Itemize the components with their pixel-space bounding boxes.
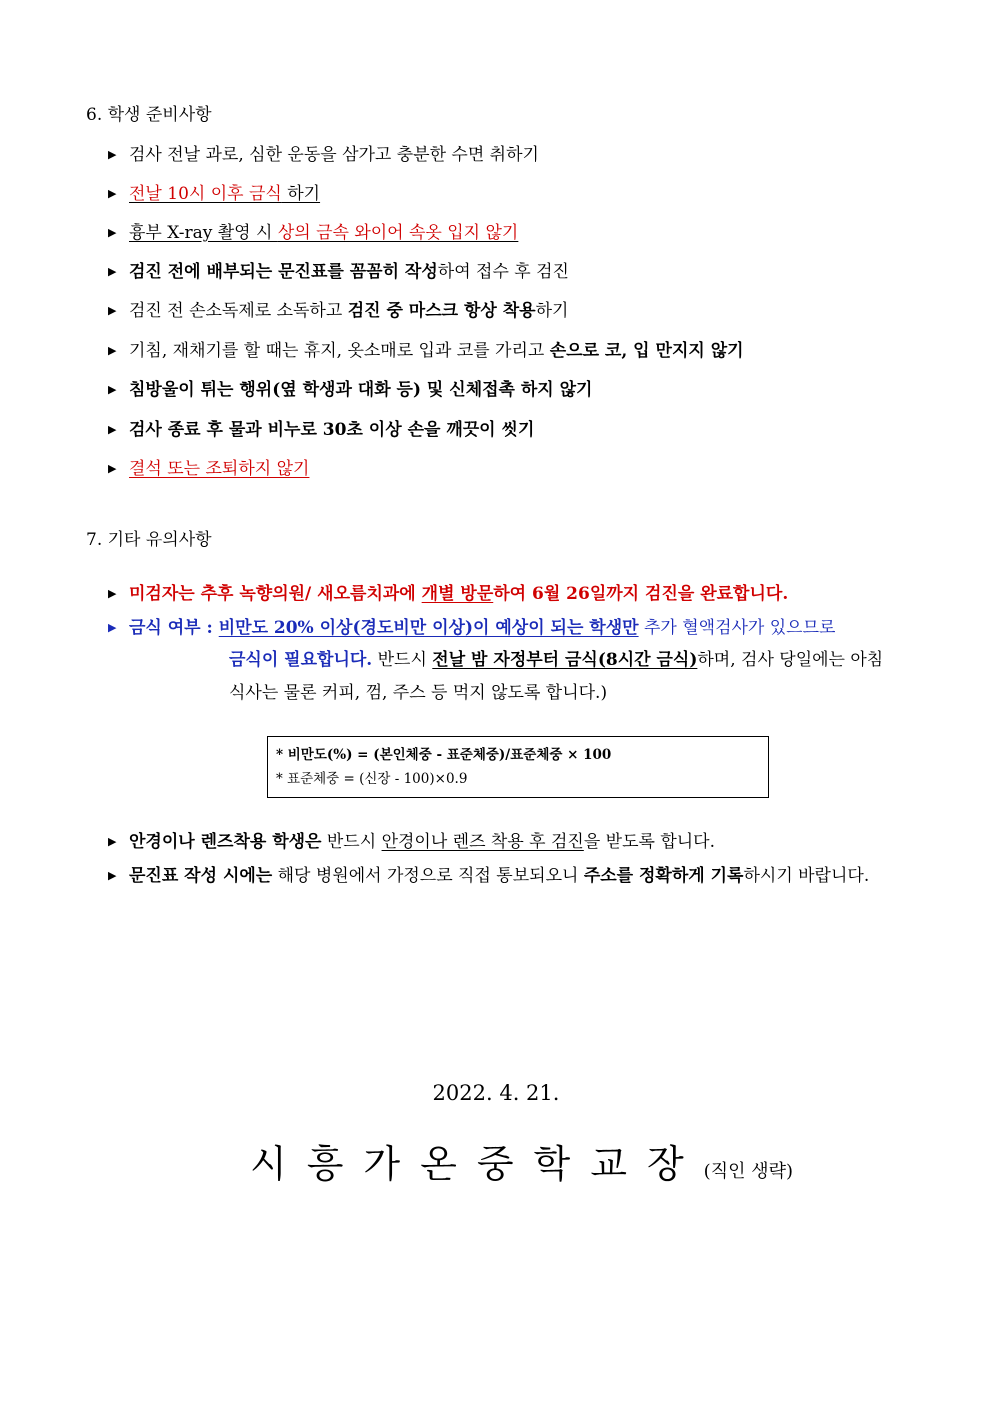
prep-item-8-text: 검사 종료 후 물과 비누로 30초 이상 손을 깨끗이 씻기 [129, 420, 535, 440]
prep-item-4 [129, 261, 569, 283]
notice-fasting-blood-test: 추가 혈액검사가 있으므로 [638, 618, 836, 638]
notice-glasses [129, 831, 715, 853]
prep-item-3-emphasis: 상의 금속 와이어 속옷 입지 않기 [277, 223, 519, 243]
notice-glasses-must: 반드시 [321, 832, 382, 852]
notice-fasting-must: 반드시 [372, 650, 433, 670]
notice-questionnaire-address: 주소를 정확하게 기록 [583, 866, 744, 886]
notice-questionnaire-subject: 문진표 작성 시에는 [129, 866, 273, 886]
triangle-right-icon: ▶ [108, 265, 117, 278]
notice-glasses-subject: 안경이나 렌즈착용 학생은 [129, 832, 322, 852]
prep-item-5-emphasis: 검진 중 마스크 항상 착용 [347, 301, 536, 321]
triangle-right-icon: ▶ [108, 621, 117, 634]
prep-item-4-emphasis: 검진 전에 배부되는 문진표를 꼼꼼히 작성 [129, 262, 438, 282]
prep-item-8 [129, 419, 534, 441]
prep-item-1-text: 검사 전날 과로, 심한 운동을 삼가고 충분한 수면 취하기 [129, 145, 539, 165]
section-6-title: 6. 학생 준비사항 [86, 105, 212, 125]
notice-questionnaire [129, 865, 869, 887]
standard-weight-formula: * 표준체중 = (신장 - 100)×0.9 [276, 771, 468, 787]
prep-item-5-suffix: 하기 [535, 301, 569, 321]
prep-item-7-text: 침방울이 튀는 행위(옆 학생과 대화 등) 및 신체접촉 하지 않기 [129, 380, 593, 400]
notice-fasting-line2 [229, 649, 883, 671]
notice-unexamined [129, 583, 788, 605]
notice-fasting-line3: 식사는 물론 커피, 껌, 주스 등 먹지 않도록 합니다.) [229, 683, 608, 703]
triangle-right-icon: ▶ [108, 304, 117, 317]
notice-fasting-label: 금식 여부 : [129, 618, 219, 638]
triangle-right-icon: ▶ [108, 344, 117, 357]
prep-item-6-emphasis: 손으로 코, 입 만지지 않기 [549, 341, 744, 361]
prep-item-5 [129, 300, 568, 322]
triangle-right-icon: ▶ [108, 226, 117, 239]
triangle-right-icon: ▶ [108, 869, 117, 882]
obesity-formula: * 비만도(%) = (본인체중 - 표준체중)/표준체중 × 100 [276, 747, 612, 763]
prep-item-2-text: 하기 [281, 184, 321, 204]
prep-item-4-text: 하여 접수 후 검진 [437, 262, 569, 282]
prep-item-3-text: 흉부 X-ray 촬영 시 [129, 223, 278, 243]
notice-glasses-suffix: 을 받도록 합니다. [583, 832, 715, 852]
prep-item-9-text: 결석 또는 조퇴하지 않기 [129, 459, 310, 479]
triangle-right-icon: ▶ [108, 587, 117, 600]
notice-fasting-morning: 하며, 검사 당일에는 아침 [697, 650, 884, 670]
notice-unexamined-text: 미검자는 추후 녹향의원/ 새오름치과에 [129, 584, 422, 604]
section-7-title: 7. 기타 유의사항 [86, 530, 212, 550]
prep-item-2 [129, 183, 320, 205]
notice-unexamined-deadline: 하여 6월 26일까지 검진을 완료합니다. [493, 584, 789, 604]
prep-item-2-emphasis: 전날 10시 이후 금식 [129, 184, 282, 204]
prep-item-5-text: 검진 전 손소독제로 소독하고 [129, 301, 348, 321]
notice-fasting-required: 금식이 필요합니다. [229, 650, 373, 670]
notice-fasting-midnight: 전날 밤 자정부터 금식(8시간 금식) [432, 650, 698, 670]
obesity-formula-box [267, 736, 769, 798]
principal-signature [250, 1142, 793, 1194]
principal-title: 시흥가온중학교장 [250, 1142, 704, 1186]
triangle-right-icon: ▶ [108, 148, 117, 161]
notice-questionnaire-suffix: 하시기 바랍니다. [743, 866, 870, 886]
triangle-right-icon: ▶ [108, 187, 117, 200]
prep-item-6 [129, 340, 744, 362]
triangle-right-icon: ▶ [108, 423, 117, 436]
prep-item-9 [129, 458, 309, 480]
triangle-right-icon: ▶ [108, 462, 117, 475]
prep-item-1 [129, 144, 539, 166]
notice-unexamined-visit: 개별 방문 [421, 584, 494, 604]
notice-fasting-line1 [129, 617, 835, 639]
notice-fasting-criteria: 비만도 20% 이상(경도비만 이상)이 예상이 되는 학생만 [218, 618, 639, 638]
document-date: 2022. 4. 21. [432, 1081, 560, 1105]
triangle-right-icon: ▶ [108, 835, 117, 848]
triangle-right-icon: ▶ [108, 383, 117, 396]
notice-questionnaire-text: 해당 병원에서 가정으로 직접 통보되오니 [272, 866, 584, 886]
prep-item-7 [129, 379, 592, 401]
seal-omitted-note: (직인 생략) [703, 1161, 793, 1182]
prep-item-6-text: 기침, 재채기를 할 때는 휴지, 옷소매로 입과 코를 가리고 [129, 341, 550, 361]
prep-item-3 [129, 222, 518, 244]
notice-glasses-wear: 안경이나 렌즈 착용 후 검진 [381, 832, 584, 852]
